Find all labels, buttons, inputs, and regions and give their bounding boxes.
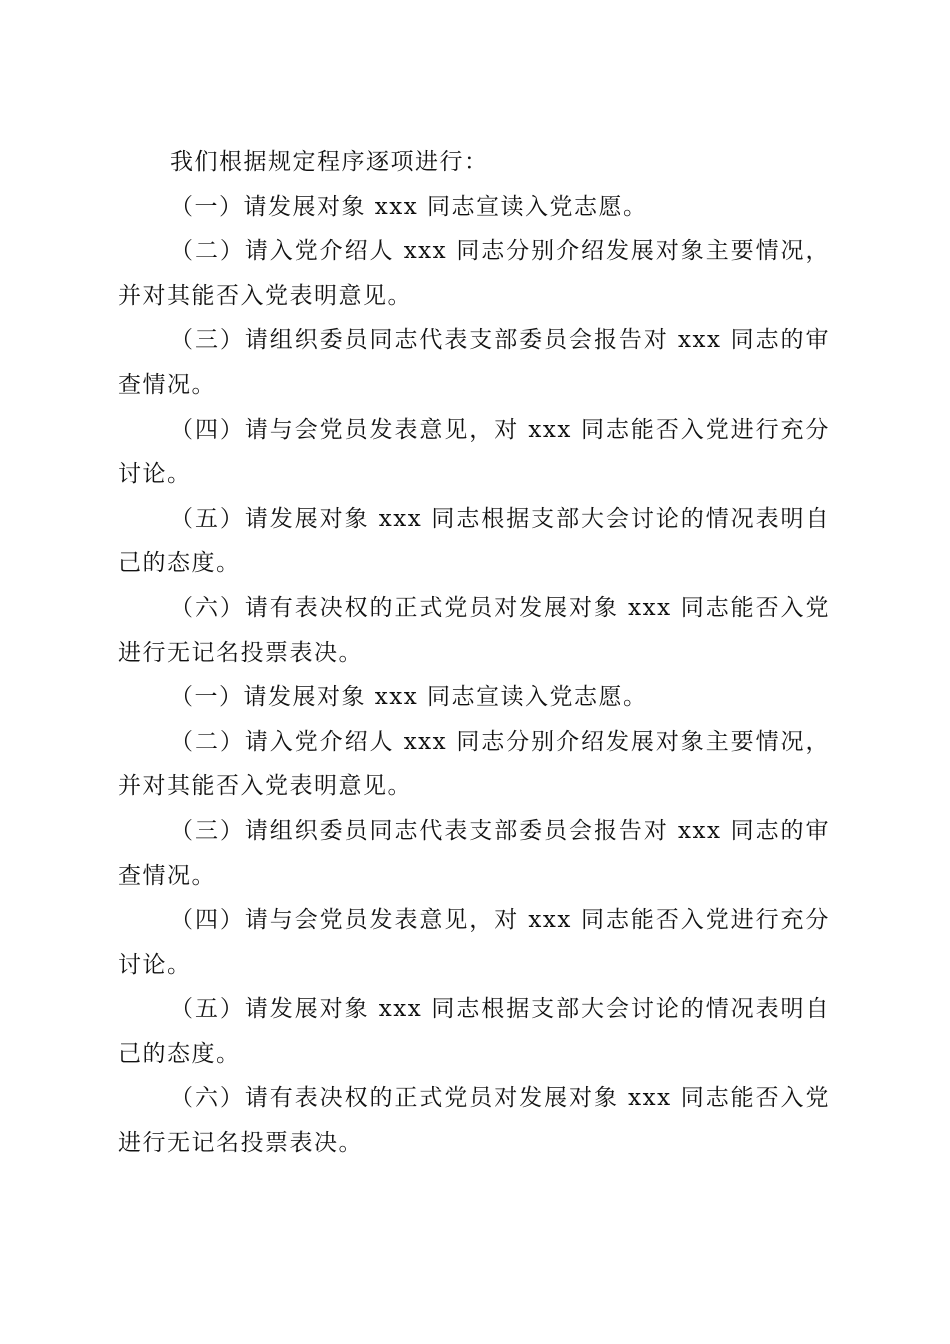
procedure-item: （四）请与会党员发表意见，对 xxx 同志能否入党进行充分讨论。 [118,907,830,978]
procedure-item: （五）请发展对象 xxx 同志根据支部大会讨论的情况表明自己的态度。 [118,505,830,577]
procedure-item: （四）请与会党员发表意见，对 xxx 同志能否入党进行充分讨论。 [118,416,830,488]
procedure-item: （二）请入党介绍人 xxx 同志分别介绍发展对象主要情况，并对其能否入党表明意见。 [118,728,830,800]
procedure-item: （一）请发展对象 xxx 同志宣读入党志愿。 [170,193,648,220]
procedure-item: （一）请发展对象 xxx 同志宣读入党志愿。 [170,684,648,711]
intro-paragraph: 我们根据规定程序逐项进行： [170,149,489,175]
procedure-item: （六）请有表决权的正式党员对发展对象 xxx 同志能否入党进行无记名投票表决。 [118,594,830,666]
procedure-item: （三）请组织委员同志代表支部委员会报告对 xxx 同志的审查情况。 [118,327,830,398]
procedure-item: （六）请有表决权的正式党员对发展对象 xxx 同志能否入党进行无记名投票表决。 [118,1085,830,1157]
procedure-item: （三）请组织委员同志代表支部委员会报告对 xxx 同志的审查情况。 [118,817,830,889]
procedure-item: （二）请入党介绍人 xxx 同志分别介绍发展对象主要情况，并对其能否入党表明意见。 [118,238,830,309]
procedure-item: （五）请发展对象 xxx 同志根据支部大会讨论的情况表明自己的态度。 [118,996,830,1067]
document-body [118,140,830,1166]
